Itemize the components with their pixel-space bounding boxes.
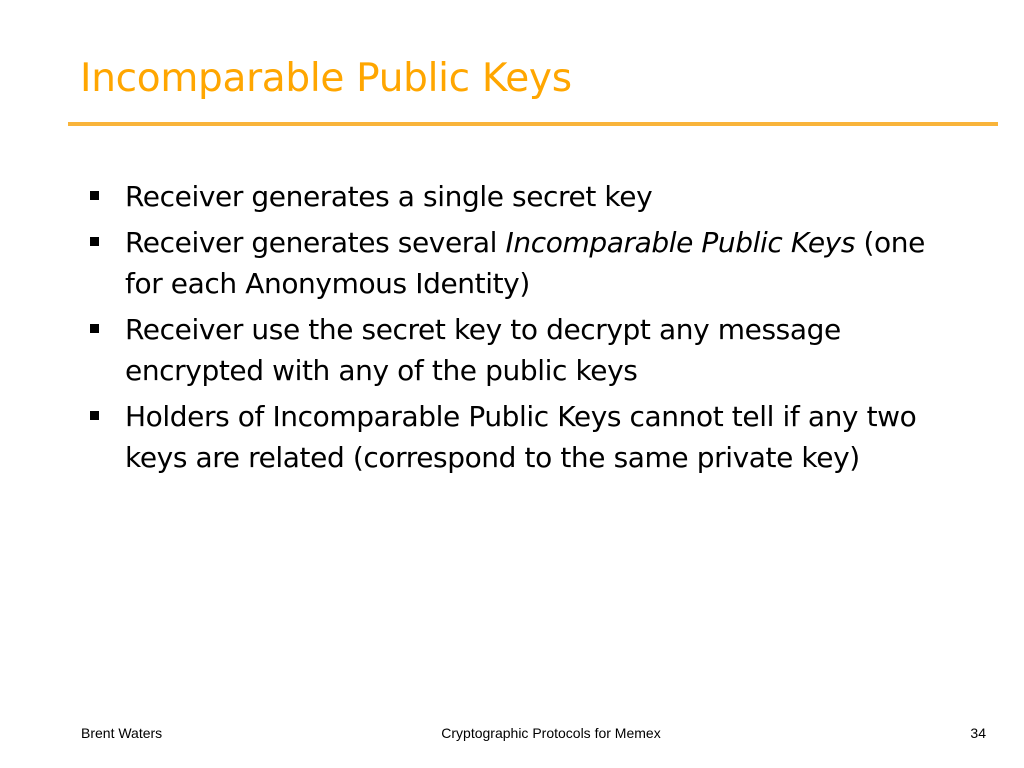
bullet-text: (one for each Anonymous Identity)	[125, 226, 925, 300]
square-bullet-icon	[90, 191, 99, 200]
bullet-text: Receiver generates a single secret key	[125, 180, 653, 213]
footer-page-number: 34	[970, 725, 986, 741]
title-underline	[68, 122, 998, 126]
square-bullet-icon	[90, 411, 99, 420]
footer-presentation-title: Cryptographic Protocols for Memex	[441, 725, 661, 741]
bullet-emphasis: Incomparable Public Keys	[505, 226, 856, 259]
bullet-item	[84, 396, 964, 478]
square-bullet-icon	[90, 324, 99, 333]
square-bullet-icon	[90, 237, 99, 246]
bullet-item	[84, 176, 964, 217]
bullet-text: Holders of Incomparable Public Keys cannot tell if any two keys are related (correspond to the same private key)	[125, 400, 917, 474]
slide-title: Incomparable Public Keys	[80, 56, 572, 101]
bullet-text: Receiver generates several	[125, 226, 506, 259]
bullet-item	[84, 309, 964, 391]
bullet-list	[84, 176, 964, 483]
bullet-item	[84, 222, 964, 304]
bullet-text: Receiver use the secret key to decrypt any message encrypted with any of the public keys	[125, 313, 841, 387]
footer-author: Brent Waters	[81, 725, 163, 741]
